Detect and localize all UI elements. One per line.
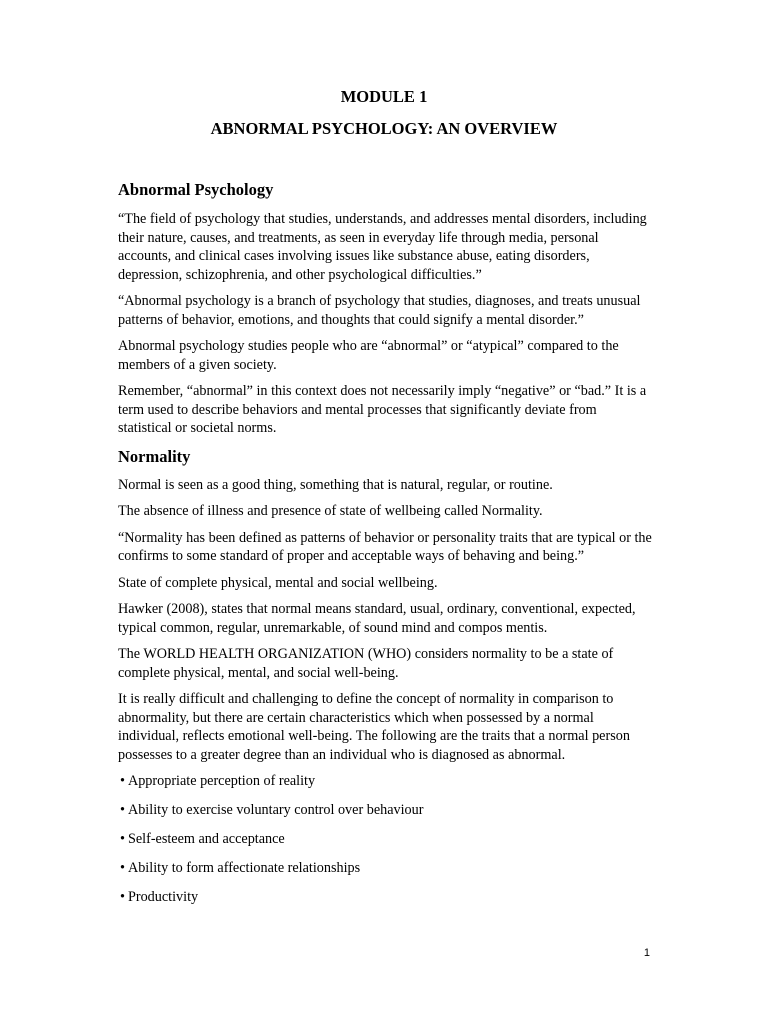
heading-normality: Normality	[118, 446, 191, 466]
list-item-text: Productivity	[127, 889, 199, 905]
paragraph: The WORLD HEALTH ORGANIZATION (WHO) considers normality to be a state of complete physical, mental, and social well-being.	[118, 646, 614, 681]
list-item-text: Appropriate perception of reality	[127, 773, 316, 789]
list-item	[118, 801, 653, 820]
bullet-icon: •	[120, 860, 125, 876]
heading-abnormal-psychology: Abnormal Psychology	[118, 180, 274, 199]
bullet-icon: •	[120, 889, 125, 905]
document-body	[118, 180, 653, 907]
paragraph: “Normality has been defined as patterns of behavior or personality traits that are typical or the confirms to some standard of proper and acceptable ways of behaving and being.”	[118, 529, 652, 564]
paragraph: The absence of illness and presence of state of wellbeing called Normality.	[118, 503, 543, 519]
list-item	[118, 888, 653, 907]
paragraph: Normal is seen as a good thing, something that is natural, regular, or routine.	[118, 476, 553, 493]
traits-list	[118, 772, 653, 907]
module-title: MODULE 1	[340, 87, 428, 106]
paragraph: It is really difficult and challenging to define the concept of normality in comparison to abnormality, but there are certain characteristics which when possessed by a normal individual, reflects emotional well-being. The following are the traits that a normal person possesses to a greater degree than an individual who is diagnosed as abnormal.	[118, 691, 630, 763]
paragraph: Remember, “abnormal” in this context does not necessarily imply “negative” or “bad.” It is a term used to describe behaviors and mental processes that significantly deviate from statistical or societal norms.	[118, 383, 647, 436]
document-title: ABNORMAL PSYCHOLOGY: AN OVERVIEW	[210, 119, 558, 138]
paragraph: “The field of psychology that studies, understands, and addresses mental disorders, including their nature, causes, and treatments, as seen in everyday life through media, personal accounts, and clinical cases involving issues like substance abuse, eating disorders, depression, schizophrenia, and other psychological difficulties.”	[118, 211, 647, 283]
bullet-icon: •	[120, 773, 125, 789]
paragraph: State of complete physical, mental and social wellbeing.	[118, 574, 438, 591]
list-item-text: Ability to form affectionate relationships	[127, 860, 361, 876]
list-item	[118, 830, 653, 849]
bullet-icon: •	[120, 802, 125, 818]
list-item-text: Self-esteem and acceptance	[127, 831, 285, 847]
list-item	[118, 772, 653, 791]
paragraph: Hawker (2008), states that normal means standard, usual, ordinary, conventional, expected, typical common, regular, unremarkable, of sound mind and compos mentis.	[118, 601, 636, 636]
paragraph: “Abnormal psychology is a branch of psychology that studies, diagnoses, and treats unusual patterns of behavior, emotions, and thoughts that could signify a mental disorder.”	[118, 293, 641, 328]
page-number: 1	[643, 947, 650, 959]
bullet-icon: •	[120, 831, 125, 847]
list-item-text: Ability to exercise voluntary control over behaviour	[127, 802, 424, 818]
paragraph: Abnormal psychology studies people who are “abnormal” or “atypical” compared to the members of a given society.	[118, 338, 619, 373]
list-item	[118, 859, 653, 878]
